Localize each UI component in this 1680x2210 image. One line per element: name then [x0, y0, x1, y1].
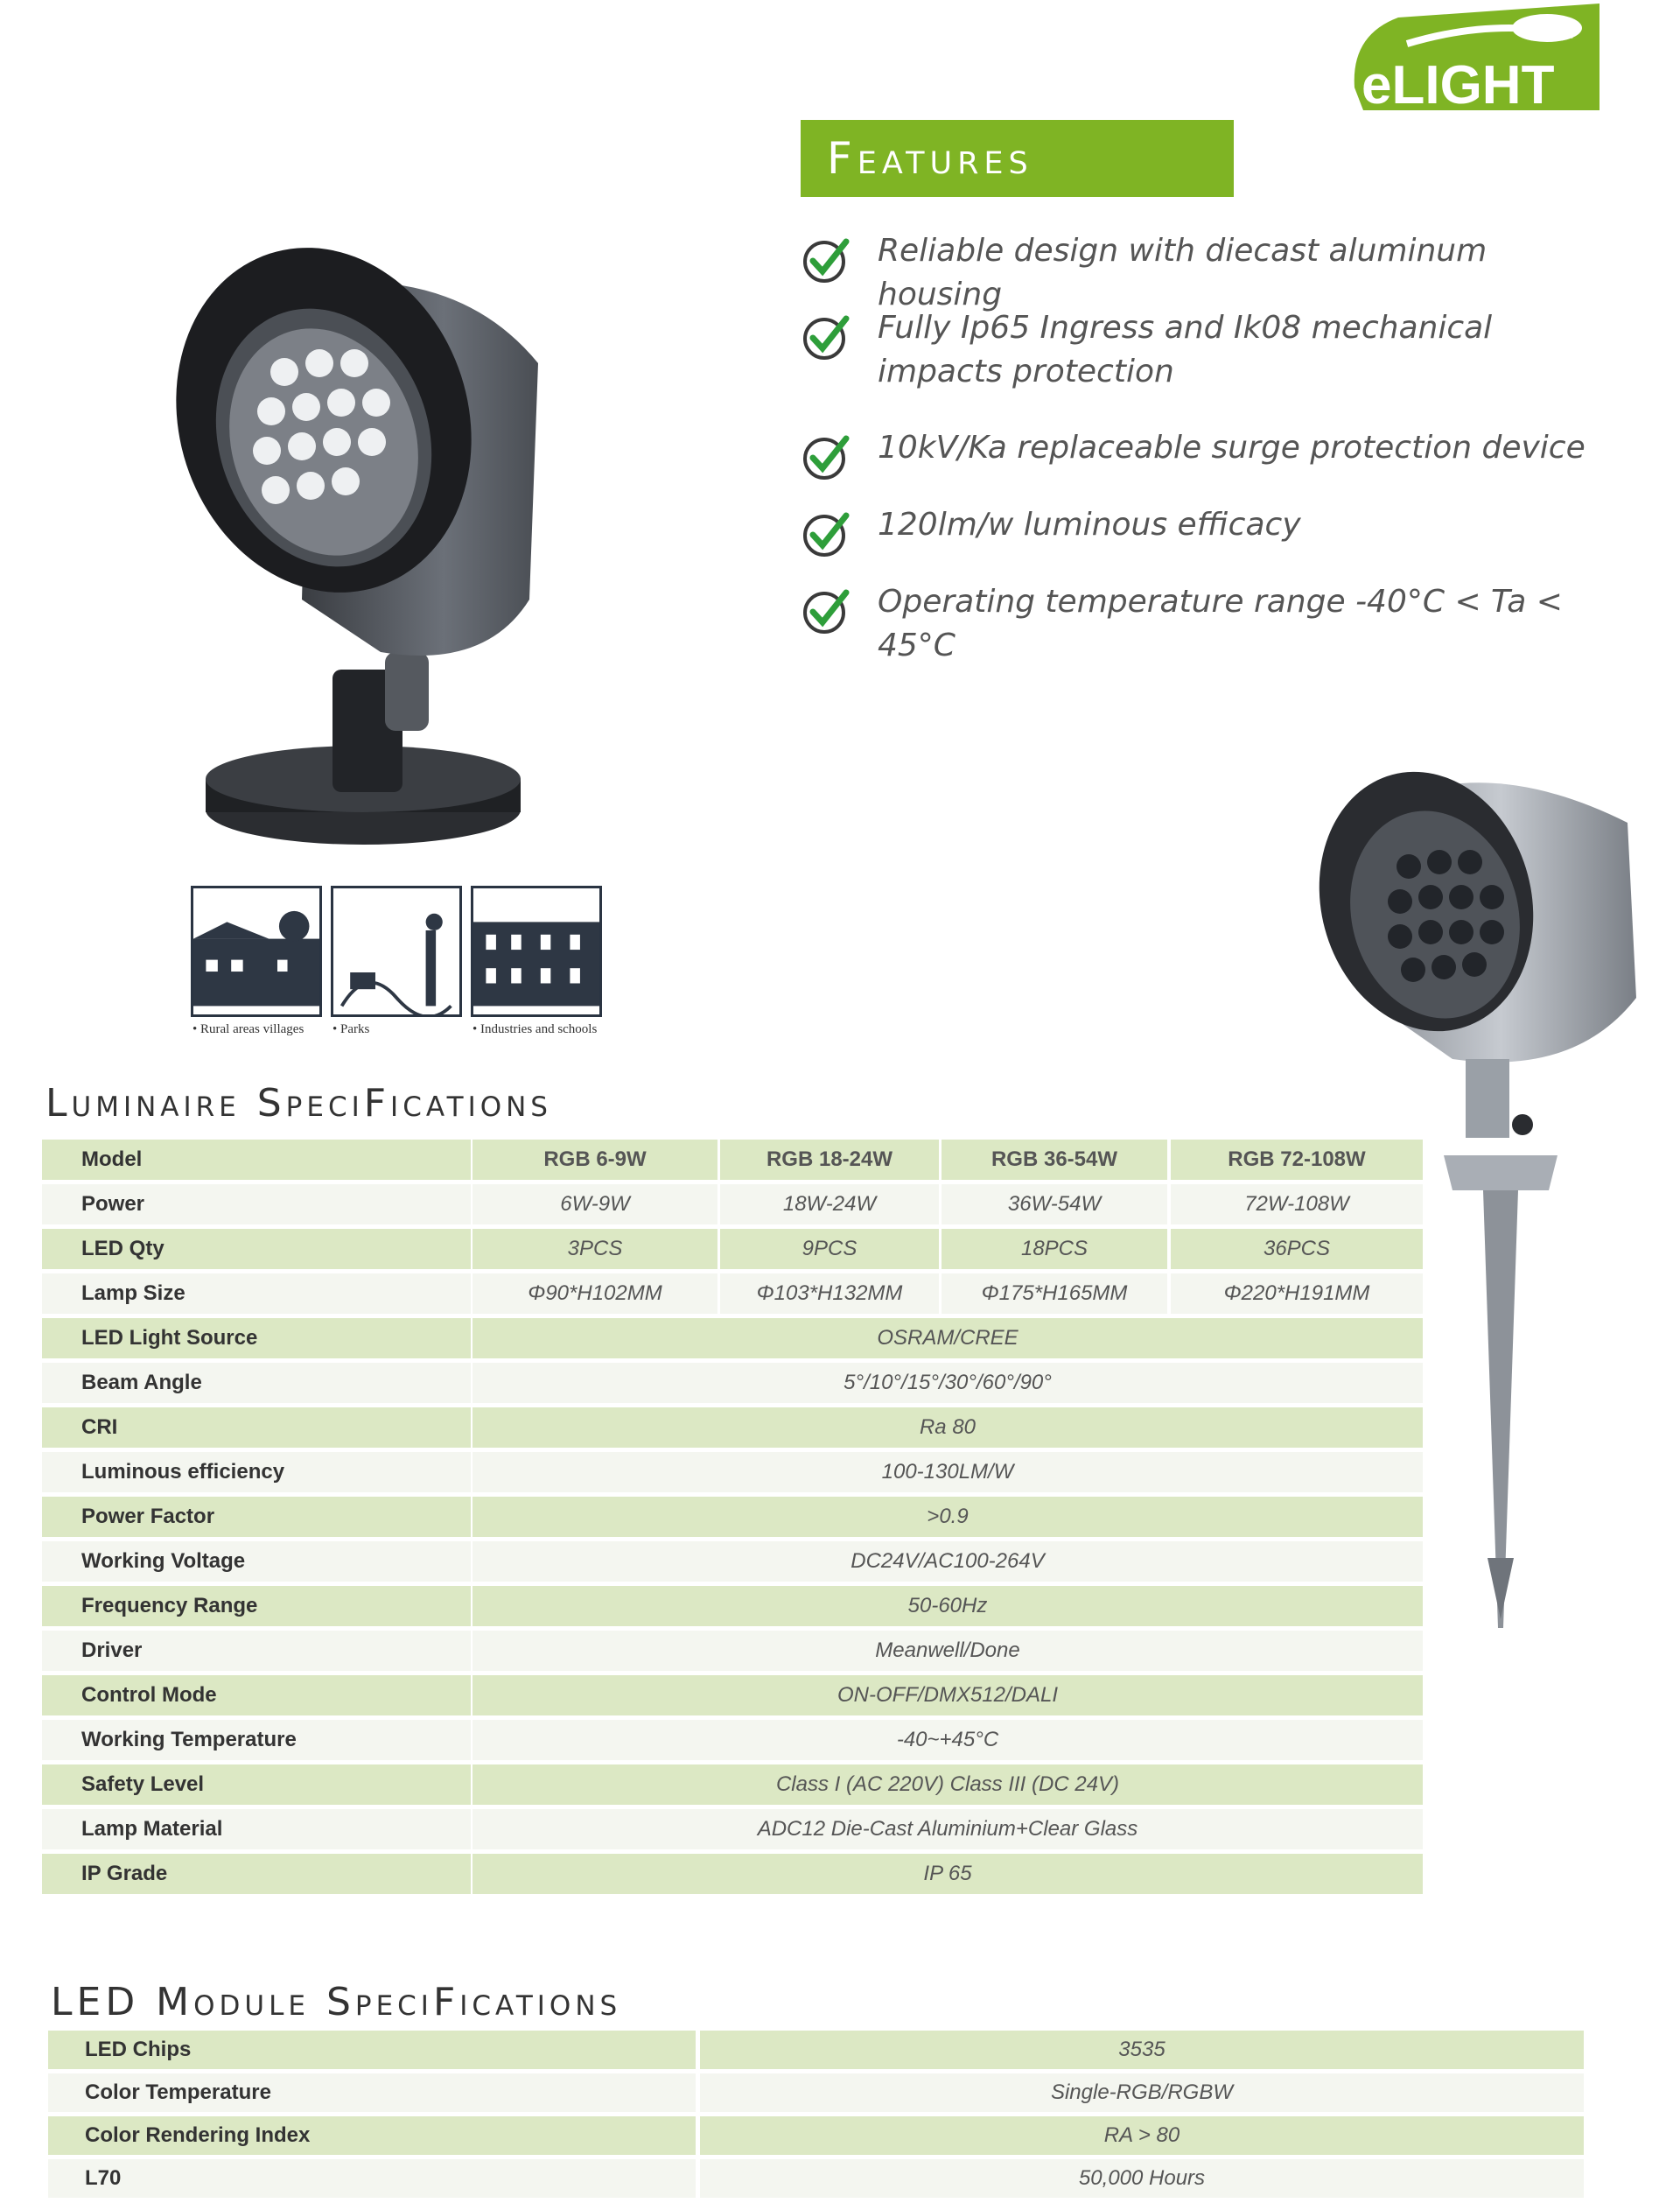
feature-text: Fully Ip65 Ingress and Ik08 mechanical impacts protection — [878, 310, 1493, 389]
row-value: 100-130LM/W — [472, 1452, 1423, 1492]
row-value: IP 65 — [472, 1854, 1423, 1894]
row-label: LED Light Source — [42, 1318, 471, 1358]
row-value: 50-60Hz — [472, 1586, 1423, 1626]
table-row — [42, 1586, 1423, 1626]
table-row — [48, 2159, 1584, 2198]
row-label: Driver — [42, 1631, 471, 1671]
row-label: Power Factor — [42, 1497, 471, 1537]
application-caption: • Parks — [332, 1022, 370, 1036]
row-value: Φ175*H165MM — [942, 1273, 1167, 1314]
row-label: Color Temperature — [48, 2073, 696, 2112]
row-label: Power — [42, 1184, 471, 1224]
table-row — [42, 1363, 1423, 1403]
row-label: L70 — [48, 2159, 696, 2198]
table-row — [42, 1184, 1423, 1224]
table-row — [42, 1407, 1423, 1448]
logo-text: eLIGHT — [1362, 55, 1555, 112]
table-row — [42, 1631, 1423, 1671]
table-row — [42, 1720, 1423, 1760]
application-caption: • Rural areas villages — [192, 1022, 304, 1036]
table-row — [42, 1452, 1423, 1492]
table-row — [42, 1809, 1423, 1849]
table-row — [42, 1229, 1423, 1269]
industry-school-scene-image — [471, 886, 602, 1017]
row-value: -40~+45°C — [472, 1720, 1423, 1760]
row-value: Meanwell/Done — [472, 1631, 1423, 1671]
header-label: Model — [42, 1140, 471, 1180]
row-value: Φ220*H191MM — [1171, 1273, 1423, 1314]
features-title: Features — [801, 120, 1234, 197]
spotlight-product-image — [171, 232, 556, 871]
feature-text: 10kV/Ka replaceable surge protection device — [878, 430, 1586, 466]
row-value: 5°/10°/15°/30°/60°/90° — [472, 1363, 1423, 1403]
row-value: 36W-54W — [942, 1184, 1167, 1224]
row-value: Φ103*H132MM — [720, 1273, 939, 1314]
row-value: 6W-9W — [472, 1184, 718, 1224]
row-value: Ra 80 — [472, 1407, 1423, 1448]
row-label: LED Qty — [42, 1229, 471, 1269]
feature-text: Operating temperature range -40°C < Ta < 45°C — [878, 584, 1563, 663]
led-module-specs-title: LED Module SpeciFications — [51, 1980, 622, 2024]
check-circle-icon — [801, 312, 851, 362]
table-row — [42, 1764, 1423, 1805]
row-value: 72W-108W — [1171, 1184, 1423, 1224]
table-row — [48, 2116, 1584, 2155]
row-value: Φ90*H102MM — [472, 1273, 718, 1314]
row-value: RA > 80 — [700, 2116, 1584, 2155]
check-circle-icon — [801, 431, 851, 482]
table-row — [42, 1273, 1423, 1314]
row-value: 18PCS — [942, 1229, 1167, 1269]
table-header-row — [42, 1140, 1423, 1180]
row-label: Luminous efficiency — [42, 1452, 471, 1492]
application-caption: • Industries and schools — [472, 1022, 598, 1036]
model-header: RGB 18-24W — [720, 1140, 939, 1180]
table-row — [42, 1497, 1423, 1537]
model-header: RGB 6-9W — [472, 1140, 718, 1180]
row-label: CRI — [42, 1407, 471, 1448]
feature-text: 120lm/w luminous efficacy — [878, 507, 1301, 543]
row-label: Lamp Size — [42, 1273, 471, 1314]
row-value: 36PCS — [1171, 1229, 1423, 1269]
luminaire-specs-title: Luminaire SpeciFications — [46, 1081, 552, 1126]
model-header: RGB 72-108W — [1171, 1140, 1423, 1180]
elight-logo — [1346, 0, 1608, 112]
table-row — [42, 1675, 1423, 1715]
row-label: Working Temperature — [42, 1720, 471, 1760]
row-value: 9PCS — [720, 1229, 939, 1269]
row-label: LED Chips — [48, 2031, 696, 2069]
row-value: OSRAM/CREE — [472, 1318, 1423, 1358]
row-value: 50,000 Hours — [700, 2159, 1584, 2198]
table-row — [42, 1541, 1423, 1582]
row-value: Single-RGB/RGBW — [700, 2073, 1584, 2112]
row-label: Control Mode — [42, 1675, 471, 1715]
park-scene-image — [331, 886, 462, 1017]
row-value: DC24V/AC100-264V — [472, 1541, 1423, 1582]
row-value: >0.9 — [472, 1497, 1423, 1537]
check-circle-icon — [801, 509, 851, 559]
row-value: 3PCS — [472, 1229, 718, 1269]
model-header: RGB 36-54W — [942, 1140, 1167, 1180]
check-circle-icon — [801, 235, 851, 285]
feature-text: Reliable design with diecast aluminum housing — [878, 233, 1488, 312]
row-label: Lamp Material — [42, 1809, 471, 1849]
table-row — [48, 2073, 1584, 2112]
row-label: Safety Level — [42, 1764, 471, 1805]
row-label: Working Voltage — [42, 1541, 471, 1582]
row-value: Class I (AC 220V) Class III (DC 24V) — [472, 1764, 1423, 1805]
row-label: Color Rendering Index — [48, 2116, 696, 2155]
row-value: 18W-24W — [720, 1184, 939, 1224]
row-value: ON-OFF/DMX512/DALI — [472, 1675, 1423, 1715]
check-circle-icon — [801, 586, 851, 636]
row-label: IP Grade — [42, 1854, 471, 1894]
table-row — [48, 2031, 1584, 2069]
table-row — [42, 1318, 1423, 1358]
row-value: 3535 — [700, 2031, 1584, 2069]
row-value: ADC12 Die-Cast Aluminium+Clear Glass — [472, 1809, 1423, 1849]
row-label: Beam Angle — [42, 1363, 471, 1403]
row-label: Frequency Range — [42, 1586, 471, 1626]
rural-village-scene-image — [191, 886, 322, 1017]
table-row — [42, 1854, 1423, 1894]
